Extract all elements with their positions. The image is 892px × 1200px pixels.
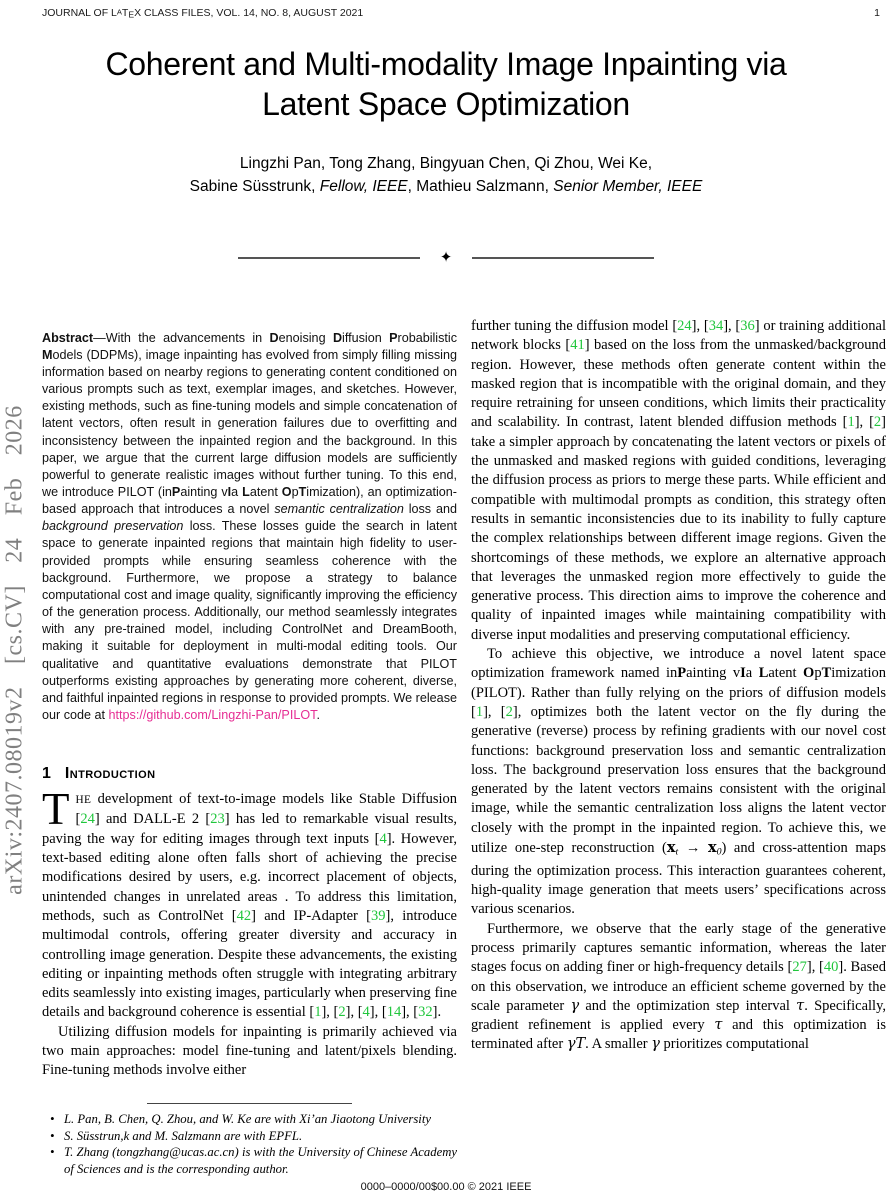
author-line1: Lingzhi Pan, Tong Zhang, Bingyuan Chen, Qi Zhou, Wei Ke, bbox=[239, 155, 653, 172]
right-paragraph-3: Furthermore, we observe that the early stage of the generative process primarily captures semantic information, whereas the later stages focus on adding finer or high-frequency details [27], [40]. Based on this observation, we introduce an efficient scheme governed by the scale parameter γ and the optimization step interval τ. Specifically, gradient refinement is applied every τ and this optimization is terminated after γT. A smaller γ prioritizes computational bbox=[471, 920, 887, 1053]
paper-title bbox=[0, 44, 892, 124]
right-paragraph-1: further tuning the diffusion model [24], [34], [36] or training additional network blocks [41] based on the loss from the unmasked/background region. However, these methods often generate content within the masked region that is incompatible with the original domain, and they require retraining for unseen conditions, which limits their practicality and scalability. In contrast, latent blended diffusion methods [1], [2] take a simpler approach by concatenating the latent vectors or pixels of the unmasked and masked regions with guided conditions, leveraging the diffusion process as priors to merge these parts. While efficient and compatible with multimodal prompts as condition, this strategy often results in semantic inconsistencies due to its inability to fully capture the complex relationships between different image regions. Given the shortcomings of these methods, we explore an alternative approach that leverages the unmasked region more effectively to guide the generative process. This direction aims to improve the coherence and quality of inpainted images while maintaining compatibility with diverse input modalities and preserving computational efficiency. bbox=[471, 318, 886, 643]
footnote-item bbox=[42, 1128, 457, 1144]
two-column-body bbox=[42, 317, 886, 1177]
footnote-text: T. Zhang (tongzhang@ucas.ac.cn) is with the University of Chinese Academy of Sciences and is the corresponding author. bbox=[64, 1145, 457, 1176]
paper-title-line2: Latent Space Optimization bbox=[262, 86, 630, 122]
footnote-text: S. Süsstrun,k and M. Salzmann are with EPFL. bbox=[64, 1128, 303, 1143]
dropcap-letter: T bbox=[42, 784, 70, 835]
arxiv-watermark: arXiv:2407.08019v2 [cs.CV] 24 Feb 2026 bbox=[1, 405, 28, 895]
github-link[interactable]: https://github.com/Lingzhi-Pan/PILOT bbox=[108, 708, 317, 723]
author-line2: Sabine Süsstrunk, Fellow, IEEE, Mathieu Salzmann, Senior Member, IEEE bbox=[189, 178, 703, 195]
bullet-icon: • bbox=[50, 1112, 55, 1127]
diamond-star-icon: ✦ bbox=[439, 250, 453, 266]
intro-paragraph-2: Utilizing diffusion models for inpainting is primarily achieved via two main approaches: model fine-tuning and latent/pixels blending. Fine-tuning methods involve either bbox=[42, 1023, 457, 1079]
right-paragraph-2: To achieve this objective, we introduce a novel latent space optimization framework named inPainting vIa Latent OpTimization (PILOT). Rather than fully relying on the priors of diffusion models [1], [2], optimizes both the latent vector on the fly during the generative (reverse) process by refining gradients with our novel cost functions: background preservation loss and semantic centralization loss. The background preservation loss ensures that the background generated by the latent vectors remains consistent with the original image, while the semantic centralization loss aligns the latent vector closely with the prompt in the inpainted region. To achieve this, we utilize one-step reconstruction $(x_t \to x_0)$ and cross-attention maps during the optimization process. This interaction guarantees coherent, high-quality image generation that meets users’ specifications across various scenarios. bbox=[471, 646, 886, 918]
footnote-rule bbox=[147, 1103, 352, 1104]
column-right bbox=[471, 317, 886, 1177]
section-number: 1 bbox=[42, 765, 51, 783]
paper-title-line1: Coherent and Multi-modality Image Inpainting via bbox=[105, 46, 787, 82]
bullet-icon: • bbox=[50, 1145, 55, 1160]
bullet-icon: • bbox=[50, 1128, 55, 1143]
journal-header: JOURNAL OF LATEX CLASS FILES, VOL. 14, NO. 8, AUGUST 2021 bbox=[42, 7, 364, 20]
section-heading-introduction bbox=[42, 764, 457, 784]
separator-rule-right bbox=[472, 257, 654, 259]
section-title: Introduction bbox=[64, 765, 156, 783]
footer-copyright: 0000–0000/00$00.00 © 2021 IEEE bbox=[360, 1181, 532, 1193]
intro-paragraph-1-text: HE development of text-to-image models like Stable Diffusion [24] and DALL-E 2 [23] has led to remarkable visual results, paving the way for editing images through text inputs [4]. However, text-based editing alone often falls short of achieving the precise modifications desired by users, e.g. incorrect placement of objects, unintended changes in unrelated areas . To address this limitation, methods, such as ControlNet [42] and IP-Adapter [39], introduce multimodal controls, offering greater diversity and accuracy in controlling image generation. Despite these advancements, the existing editing or inpainting methods often struggle with integrating arbitrary edits seamlessly into existing images, particularly when preserving fine details and background coherence is essential [1], [2], [4], [14], [32]. bbox=[42, 791, 458, 1021]
footnote-text: L. Pan, B. Chen, Q. Zhou, and W. Ke are with Xi’an Jiaotong University bbox=[64, 1112, 431, 1127]
page-header bbox=[42, 7, 880, 20]
footnote-item bbox=[42, 1144, 457, 1177]
footnote-block bbox=[42, 1103, 457, 1177]
footnote-item bbox=[42, 1111, 457, 1127]
page-number: 1 bbox=[874, 7, 880, 19]
abstract-paragraph: Abstract—With the advancements in Denoising Diffusion Probabilistic Models (DDPMs), image inpainting has evolved from simply filling missing information based on nearby regions to generating content conditioned on various prompts such as text, exemplar images, and sketches. However, existing methods, such as fine-tuning models and simple concatenation of latent vectors, often result in generation failures due to overfitting and inconsistency between the inpainted region and the background. In this paper, we argue that the current large diffusion models are sufficiently powerful to generate realistic images without further tuning. To this end, we introduce PILOT (inPainting vIa Latent OpTimization), an optimization-based approach that introduces a novel semantic centralization loss and background preservation loss. These losses guide the search in latent space to generate inpainted regions that maintain high fidelity to user-provided prompts while ensuring seamless coherence with the background. Furthermore, we propose a strategy to balance computational cost and image quality, significantly improving the efficiency of the generation process. Additionally, our method seamlessly integrates with any pre-trained model, including ControlNet and DreamBooth, making it suitable for deployment in multi-modal editing tools. Our qualitative and quantitative evaluations demonstrate that PILOT outperforms existing approaches by generating more coherent, diverse, and faithful inpainted regions in response to provided prompts. We release our code at https://github.com/Lingzhi-Pan/PILOT. bbox=[42, 330, 457, 723]
column-left bbox=[42, 317, 457, 1177]
separator-rule-left bbox=[238, 257, 420, 259]
author-block bbox=[0, 152, 892, 198]
intro-paragraph-1 bbox=[42, 784, 458, 1023]
title-separator bbox=[0, 251, 892, 265]
